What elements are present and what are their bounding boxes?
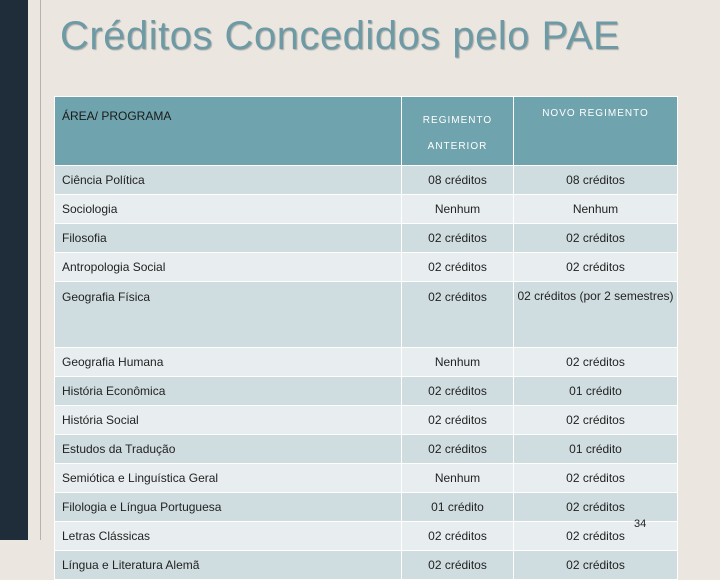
table-row: [55, 348, 678, 377]
cell-anterior: 02 créditos: [402, 377, 514, 406]
cell-novo: 02 créditos: [514, 406, 678, 435]
table-body: [55, 166, 678, 580]
cell-anterior: 02 créditos: [402, 406, 514, 435]
cell-area: Letras Clássicas: [55, 522, 402, 551]
cell-area: Filosofia: [55, 224, 402, 253]
cell-anterior: 08 créditos: [402, 166, 514, 195]
credits-table: [54, 96, 678, 580]
cell-area: Estudos da Tradução: [55, 435, 402, 464]
slide-title: Créditos Concedidos pelo PAE: [60, 14, 621, 58]
cell-anterior: 02 créditos: [402, 435, 514, 464]
slide-number: 34: [634, 518, 647, 530]
cell-novo: 02 créditos (por 2 semestres): [514, 282, 678, 348]
cell-area: Semiótica e Linguística Geral: [55, 464, 402, 493]
table-row: [55, 377, 678, 406]
table-row: [55, 493, 678, 522]
cell-anterior: 02 créditos: [402, 224, 514, 253]
cell-area: Antropologia Social: [55, 253, 402, 282]
cell-novo: 01 crédito: [514, 435, 678, 464]
left-accent-bar: [0, 0, 28, 540]
header-row: [55, 97, 678, 166]
cell-novo: 02 créditos: [514, 253, 678, 282]
cell-novo: 02 créditos: [514, 348, 678, 377]
table-row: [55, 166, 678, 195]
table-row: [55, 435, 678, 464]
table-row: [55, 406, 678, 435]
cell-area: História Social: [55, 406, 402, 435]
table-row: [55, 522, 678, 551]
cell-anterior: Nenhum: [402, 464, 514, 493]
cell-area: Língua e Literatura Alemã: [55, 551, 402, 580]
header-novo-regimento: NOVO REGIMENTO: [514, 97, 678, 166]
header-area: ÁREA/ PROGRAMA: [55, 97, 402, 166]
header-regimento-anterior: REGIMENTO ANTERIOR: [402, 97, 514, 166]
left-divider-line: [40, 0, 41, 540]
cell-novo: Nenhum: [514, 195, 678, 224]
cell-novo: 08 créditos: [514, 166, 678, 195]
cell-novo: 02 créditos: [514, 522, 678, 551]
credits-table-container: [54, 96, 677, 572]
table-row: [55, 224, 678, 253]
cell-area: História Econômica: [55, 377, 402, 406]
cell-novo: 02 créditos: [514, 493, 678, 522]
cell-area: Ciência Política: [55, 166, 402, 195]
cell-anterior: 02 créditos: [402, 282, 514, 348]
cell-novo: 02 créditos: [514, 224, 678, 253]
cell-area: Geografia Humana: [55, 348, 402, 377]
cell-area: Geografia Física: [55, 282, 402, 348]
cell-novo: 02 créditos: [514, 551, 678, 580]
cell-novo: 01 crédito: [514, 377, 678, 406]
table-header: [55, 97, 678, 166]
table-row: [55, 253, 678, 282]
cell-novo: 02 créditos: [514, 464, 678, 493]
cell-area: Sociologia: [55, 195, 402, 224]
cell-anterior: 01 crédito: [402, 493, 514, 522]
cell-area: Filologia e Língua Portuguesa: [55, 493, 402, 522]
cell-anterior: Nenhum: [402, 348, 514, 377]
cell-anterior: 02 créditos: [402, 522, 514, 551]
cell-anterior: 02 créditos: [402, 551, 514, 580]
cell-anterior: Nenhum: [402, 195, 514, 224]
cell-anterior: 02 créditos: [402, 253, 514, 282]
table-row: [55, 282, 678, 348]
table-row: [55, 195, 678, 224]
table-row: [55, 464, 678, 493]
table-row: [55, 551, 678, 580]
